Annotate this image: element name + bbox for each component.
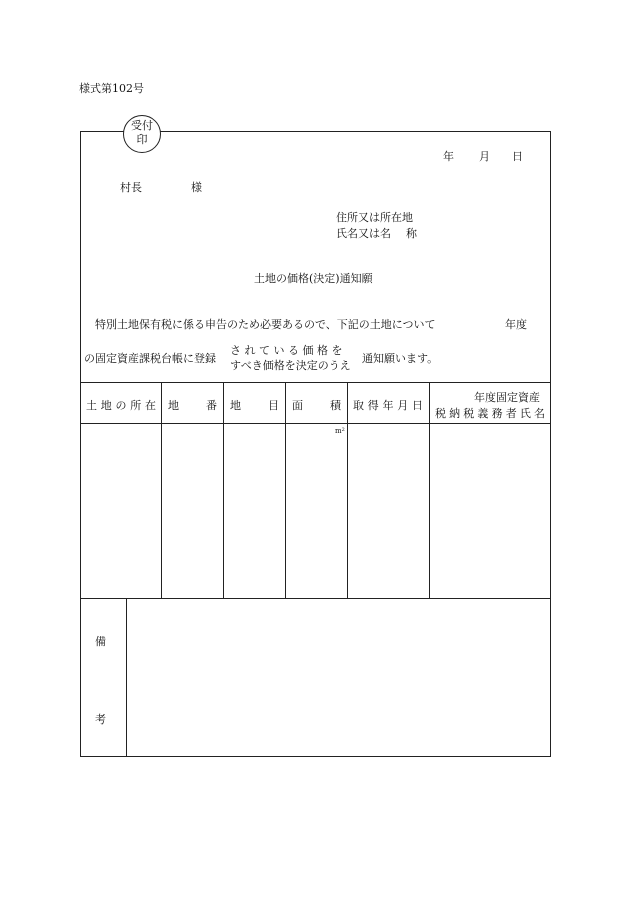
request-text-line1: 特別土地保有税に係る申告のため必要あるので、下記の土地について [95,318,436,331]
applicant-name-label: 氏名又は名 [336,227,391,240]
applicant-name-label-end: 称 [406,227,417,240]
date-month-label: 月 [479,150,490,163]
header-land-location: 土 地 の 所 在 [86,399,156,412]
header-land-category: 地 目 [230,399,279,412]
village-head-label: 村長 [120,181,142,194]
header-taxpayer-line1: 年度固定資産 [474,391,540,404]
table-top-border [80,382,551,383]
reception-stamp-circle [123,115,161,153]
header-taxpayer-line2: 税 納 税 義 務 者 氏 名 [435,407,545,420]
honorific-label: 様 [191,181,202,194]
header-acquisition-date: 取 得 年 月 日 [353,399,423,412]
column-divider-2 [223,382,224,598]
stamp-text-line1: 受付 [131,119,153,132]
header-lot-number: 地 番 [168,399,217,412]
remarks-label-char2: 考 [95,713,106,726]
column-divider-1 [161,382,162,598]
table-header-bottom-border [80,423,551,424]
column-divider-5 [429,382,430,598]
header-area: 面 積 [292,399,341,412]
stamp-text-line2: 印 [136,133,148,146]
date-day-label: 日 [512,150,523,163]
column-divider-4 [347,382,348,598]
applicant-address-label: 住所又は所在地 [336,211,413,224]
table-bottom-border [80,598,551,599]
price-option-registered: さ れ て い る 価 格 を [230,344,343,357]
form-title: 土地の価格(決定)通知願 [254,272,373,285]
request-text-end: 通知願います。 [362,352,439,365]
form-number: 様式第102号 [79,82,144,95]
fiscal-year-label: 年度 [505,318,527,331]
column-divider-3 [285,382,286,598]
date-year-label: 年 [443,150,454,163]
remarks-label-char1: 備 [95,635,106,648]
request-text-line2: の固定資産課税台帳に登録 [84,352,216,365]
square-meter-unit: $m^2$ [335,427,345,435]
price-option-to-determine: すべき価格を決定のうえ [230,359,351,372]
application-form-frame [80,131,551,757]
remarks-divider [126,598,127,757]
